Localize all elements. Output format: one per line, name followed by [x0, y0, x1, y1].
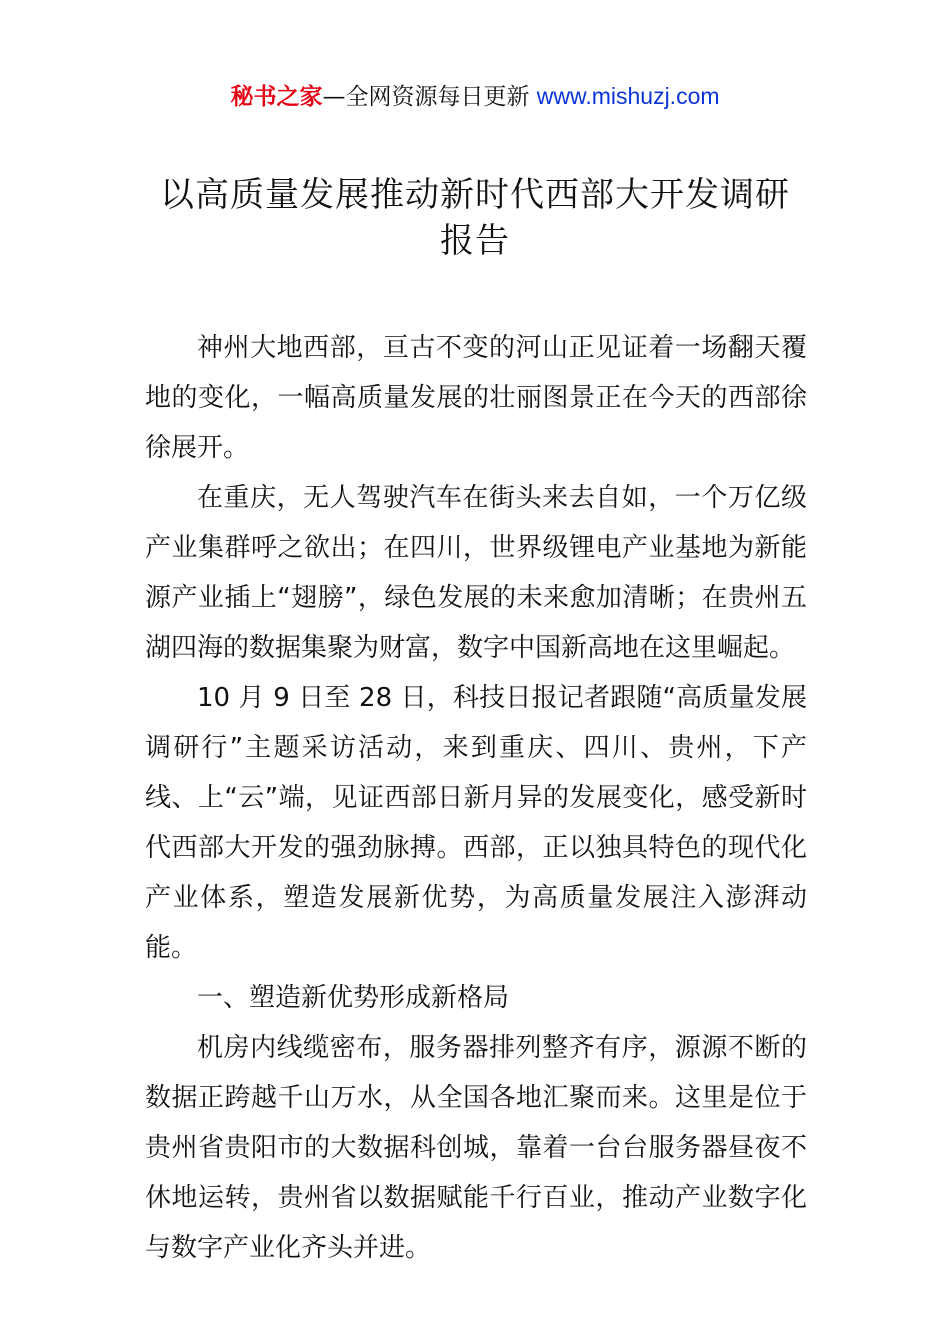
- paragraph-reporting: 10 月 9 日至 28 日，科技日报记者跟随“高质量发展调研行”主题采访活动，来到重庆、四川、贵州，下产线、上“云”端，见证西部日新月异的发展变化，感受新时代西部大开发的强劲脉搏。西部，正以独具特色的现代化产业体系，塑造发展新优势，为高质量发展注入澎湃动能。: [145, 683, 807, 963]
- title-line-1: 以高质量发展推动新时代西部大开发调研: [160, 175, 790, 215]
- header-tagline: —全网资源每日更新: [322, 84, 530, 110]
- site-link[interactable]: www.mishuzj.com: [536, 83, 720, 109]
- paragraph-regions: 在重庆，无人驾驶汽车在街头来去自如，一个万亿级产业集群呼之欲出；在四川，世界级锂电产业基地为新能源产业插上“翅膀”，绿色发展的未来愈加清晰；在贵州五湖四海的数据集聚为财富，数字中国新高地在这里崛起。: [145, 483, 807, 663]
- paragraph-data-center: 机房内线缆密布，服务器排列整齐有序，源源不断的数据正跨越千山万水，从全国各地汇聚而来。这里是位于贵州省贵阳市的大数据科创城，靠着一台台服务器昼夜不休地运转，贵州省以数据赋能千行百业，推动产业数字化与数字产业化齐头并进。: [145, 1033, 807, 1263]
- paragraph-intro: 神州大地西部，亘古不变的河山正见证着一场翻天覆地的变化，一幅高质量发展的壮丽图景正在今天的西部徐徐展开。: [145, 333, 807, 463]
- title-line-2: 报告: [440, 221, 510, 261]
- section-heading-1: 一、塑造新优势形成新格局: [197, 983, 510, 1013]
- document-title: [120, 172, 830, 264]
- document-body: [145, 323, 807, 1273]
- page-header: [0, 80, 950, 113]
- brand-name: 秘书之家: [230, 84, 323, 110]
